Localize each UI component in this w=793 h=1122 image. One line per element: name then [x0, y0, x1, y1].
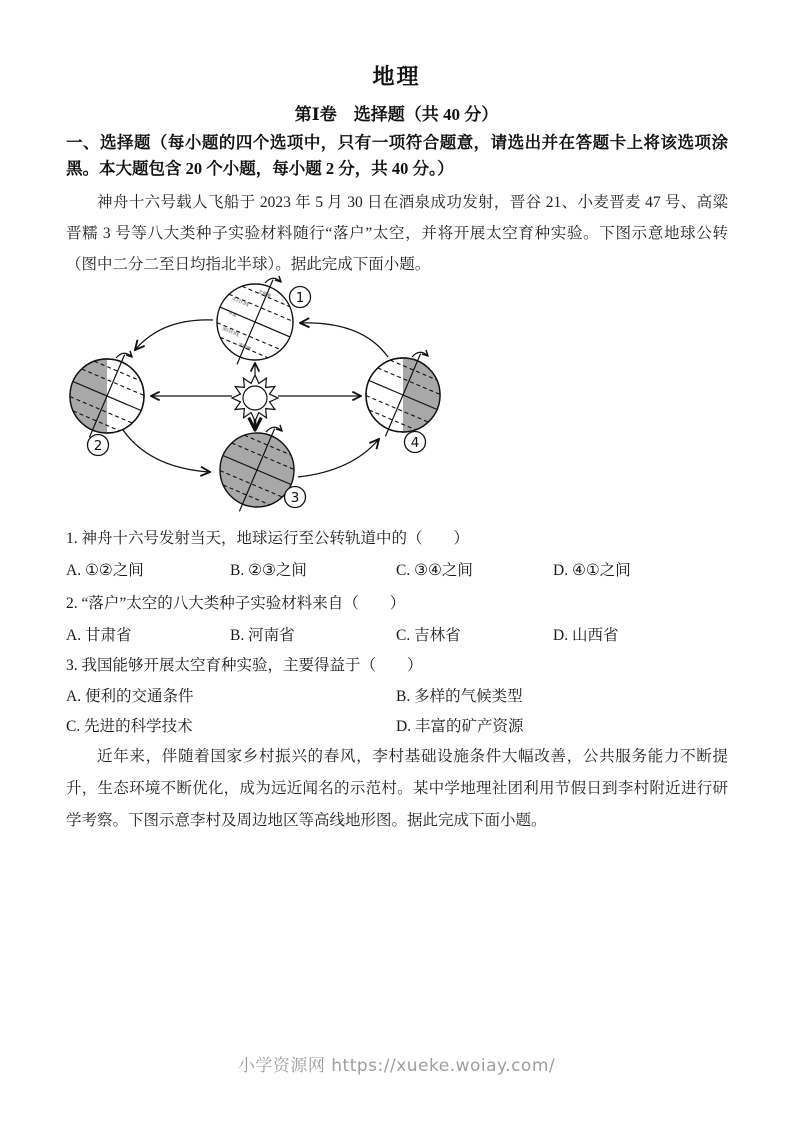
earth-position-1	[217, 278, 293, 364]
sun	[232, 375, 278, 421]
position-number-4	[405, 432, 426, 453]
position-number-2	[88, 435, 109, 456]
question-3-option-c: C. 先进的科学技术	[66, 718, 193, 735]
question-1-option-c: C. ③④之间	[396, 562, 473, 579]
sun-core	[243, 386, 267, 410]
question-2-option-b: B. 河南省	[230, 627, 295, 644]
earth-1-label-antarctic: 南极圈	[237, 342, 252, 353]
position-number-1-text: 1	[295, 290, 305, 306]
question-3-option-b: B. 多样的气候类型	[396, 688, 523, 705]
question-2-option-a: A. 甘肃省	[66, 627, 132, 644]
orbit-arrow-4-to-1	[300, 323, 388, 357]
earth-position-4	[366, 352, 440, 436]
question-1-option-a: A. ①②之间	[66, 562, 144, 579]
earth-position-2	[70, 353, 144, 437]
question-2-option-c: C. 吉林省	[396, 627, 461, 644]
question-1-option-d: D. ④①之间	[553, 562, 631, 579]
earth-1-label-arctic: 北极圈	[257, 289, 272, 300]
position-number-3	[285, 487, 306, 508]
section-heading: 一、选择题（每小题的四个选项中，只有一项符合题意，请选出并在答题卡上将该选项涂黑。本大题包含 20 个小题，每小题 2 分，共 40 分。）	[66, 133, 728, 178]
orbit-arrow-1-to-2	[135, 320, 213, 350]
earth-4-night-shade	[403, 358, 440, 432]
earth-1-label-equator: 赤道	[227, 310, 238, 319]
question-3-option-a: A. 便利的交通条件	[66, 688, 194, 705]
earth-1-label-cancer: 北回归线	[231, 296, 250, 309]
question-2-option-d: D. 山西省	[553, 627, 619, 644]
position-number-2-text: 2	[93, 438, 103, 454]
question-2-stem: 2. “落户”太空的八大类种子实验材料来自（ ）	[66, 595, 406, 612]
footer	[0, 1051, 793, 1076]
orbit-arrow-2-to-3	[123, 430, 210, 472]
earth-revolution-diagram	[62, 272, 452, 518]
section-subtitle: 第Ⅰ卷 选择题（共 40 分）	[294, 105, 499, 124]
question-3-option-d: D. 丰富的矿产资源	[396, 718, 524, 735]
earth-2-night-shade	[70, 359, 107, 433]
position-number-1	[290, 287, 311, 308]
position-number-4-text: 4	[410, 435, 420, 451]
passage-2: 近年来，伴随着国家乡村振兴的春风，李村基础设施条件大幅改善，公共服务能力不断提升，生态环境不断优化，成为远近闻名的示范村。某中学地理社团利用节假日到李村附近进行研学考察。下图示意李村及周边地区等高线地形图。据此完成下面小题。	[66, 748, 728, 829]
position-number-3-text: 3	[290, 490, 300, 506]
footer-link[interactable]: 小学资源网 https://xueke.woiay.com/	[237, 1056, 556, 1076]
orbit-arrow-3-to-4	[298, 439, 379, 477]
question-1-stem: 1. 神舟十六号发射当天，地球运行至公转轨道中的（ ）	[66, 530, 470, 547]
passage-1: 神舟十六号载人飞船于 2023 年 5 月 30 日在酒泉成功发射，晋谷 21、小麦晋麦 47 号、高粱晋糯 3 号等八大类种子实验材料随行“落户”太空，并将开展太空育种实验。下图示意地球公转（图中二分二至日均指北半球）。据此完成下面小题。	[66, 194, 728, 273]
earth-revolution-svg	[62, 272, 452, 518]
question-3-stem: 3. 我国能够开展太空育种实验，主要得益于（ ）	[66, 657, 423, 674]
question-1-option-b: B. ②③之间	[230, 562, 307, 579]
earth-position-3	[220, 427, 294, 511]
earth-1-label-capricorn: 南回归线	[221, 326, 240, 339]
page-title: 地理	[372, 64, 421, 89]
